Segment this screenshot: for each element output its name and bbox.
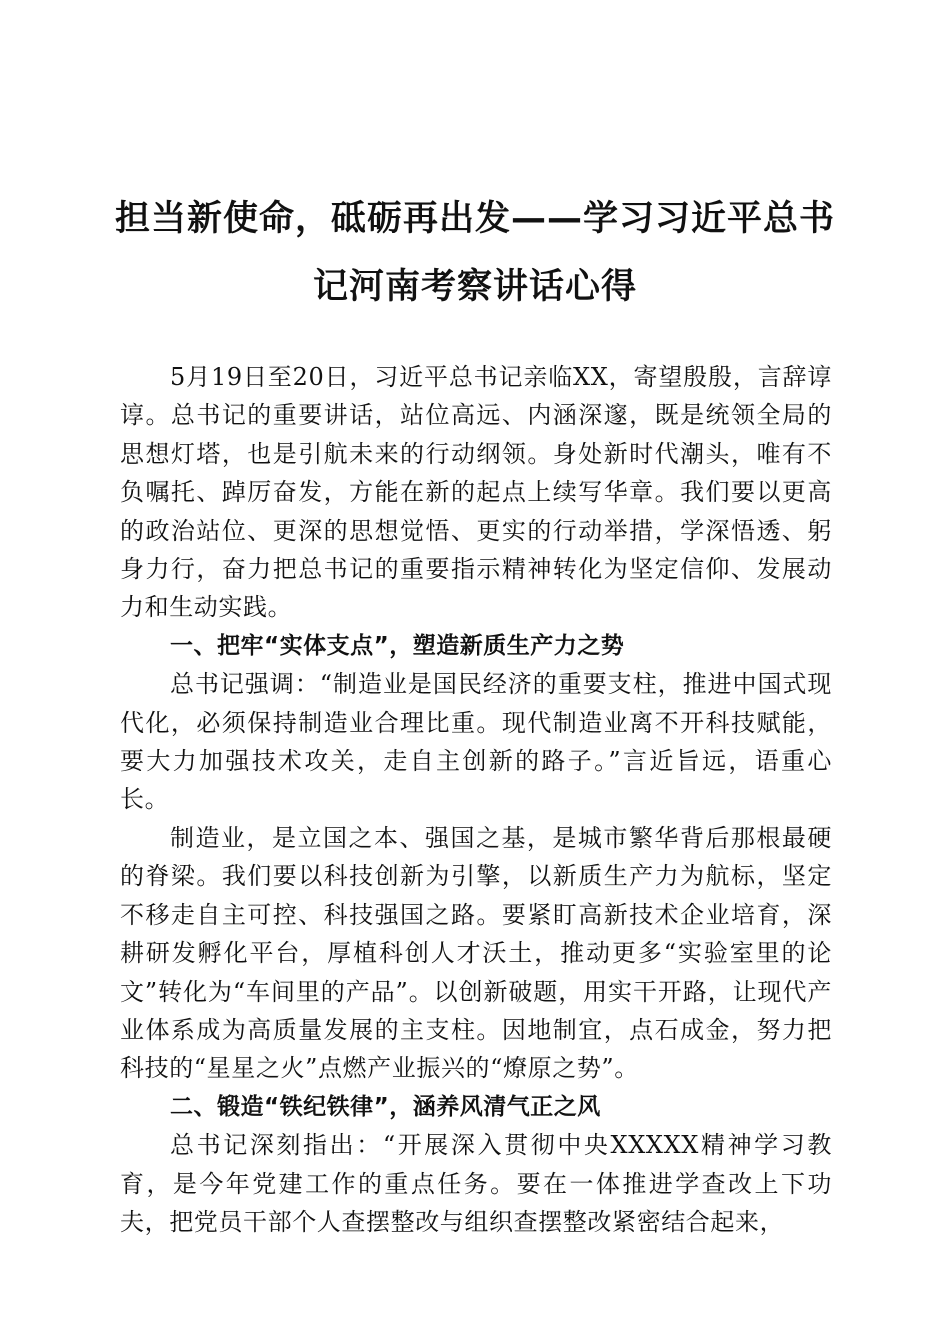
document-title-line-2: 记河南考察讲话心得	[312, 267, 637, 307]
section-2-quote-paragraph: 总书记深刻指出：“开展深入贯彻中央XXXXX精神学习教育，是今年党建工作的重点任务。要在一体推进学查改上下功夫，把党员干部个人查摆整改与组织查摆整改紧密结合起来，	[120, 1131, 832, 1236]
intro-paragraph: 5月19日至20日，习近平总书记亲临XX，寄望殷殷，言辞谆谆。总书记的重要讲话，站位高远、内涵深邃，既是统领全局的思想灯塔，也是引航未来的行动纲领。身处新时代潮头，唯有不负嘱托、踔厉奋发，方能在新的起点上续写华章。我们要以更高的政治站位、更深的思想觉悟、更实的行动举措，学深悟透、躬身力行，奋力把总书记的重要指示精神转化为坚定信仰、发展动力和生动实践。	[120, 363, 832, 622]
section-heading-2: 二、锻造“铁纪铁律”，涵养风清气正之风	[170, 1093, 601, 1120]
section-1-quote-paragraph: 总书记强调：“制造业是国民经济的重要支柱，推进中国式现代化，必须保持制造业合理比重。现代制造业离不开科技赋能，要大力加强技术攻关，走自主创新的路子。”言近旨远，语重心长。	[120, 670, 832, 814]
section-1-body-paragraph: 制造业，是立国之本、强国之基，是城市繁华背后那根最硬的脊梁。我们要以科技创新为引擎，以新质生产力为航标，坚定不移走自主可控、科技强国之路。要紧盯高新技术企业培育，深耕研发孵化平台，厚植科创人才沃土，推动更多“实验室里的论文”转化为“车间里的产品”。以创新破题，用实干开路，让现代产业体系成为高质量发展的主支柱。因地制宜，点石成金，努力把科技的“星星之火”点燃产业振兴的“燎原之势”。	[120, 823, 832, 1083]
section-heading-1: 一、把牢“实体支点”，塑造新质生产力之势	[170, 632, 625, 659]
document-title-line-1: 担当新使命，砥砺再出发——学习习近平总书	[114, 199, 835, 239]
document-body	[120, 358, 832, 1241]
